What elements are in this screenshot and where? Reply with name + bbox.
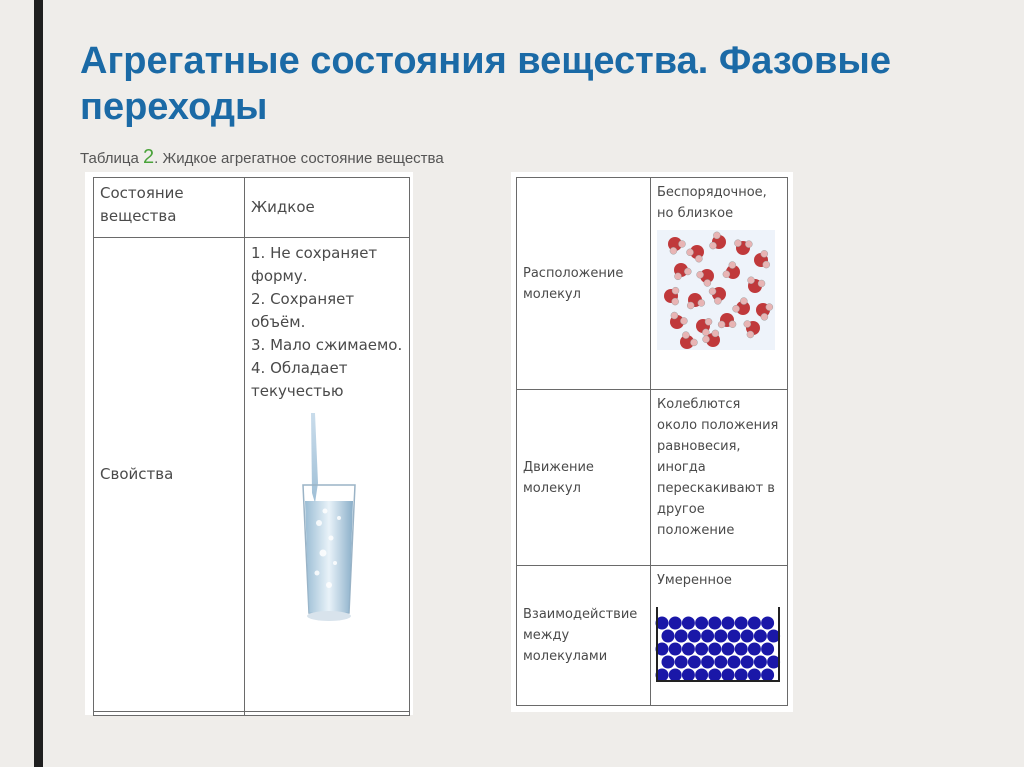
liquid-state-table: [85, 172, 413, 715]
arrangement-label: Расположение молекул: [523, 265, 624, 302]
motion-value: Колеблются около положения равновесия, иногда перескакивают в другое положение: [657, 397, 779, 538]
liquid-particle: [688, 630, 701, 643]
slide-accent-bar: [34, 0, 43, 767]
header-cell-liquid: [245, 178, 410, 238]
slide-title: Агрегатные состояния вещества. Фазовые переходы: [80, 40, 891, 128]
liquid-particle: [741, 656, 754, 669]
liquid-particle: [708, 617, 721, 630]
particles-container-image: [655, 597, 781, 683]
caption-suffix: . Жидкое агрегатное состояние вещества: [154, 150, 444, 167]
header-cell-state: [94, 178, 245, 238]
caption-number: 2: [142, 146, 155, 168]
liquid-particle: [701, 656, 714, 669]
liquid-particle: [695, 643, 708, 656]
water-molecules-image: [657, 230, 775, 350]
water-glass-image: [285, 413, 375, 653]
liquid-particle: [748, 643, 761, 656]
header-state-label: Состояние вещества: [100, 184, 184, 225]
properties-label-cell: [94, 238, 245, 712]
liquid-particle: [761, 669, 774, 682]
liquid-particle: [714, 656, 727, 669]
properties-label: Свойства: [100, 465, 174, 483]
liquid-particles: [656, 617, 781, 682]
table-caption: [80, 146, 444, 169]
liquid-particle: [675, 656, 688, 669]
liquid-particle: [748, 669, 761, 682]
properties-value-cell: [245, 238, 410, 712]
liquid-particle: [695, 617, 708, 630]
liquid-particle: [735, 617, 748, 630]
liquid-particle: [754, 656, 767, 669]
liquid-particle: [754, 630, 767, 643]
liquid-particle: [722, 617, 735, 630]
liquid-particle: [748, 617, 761, 630]
liquid-particle: [761, 617, 774, 630]
liquid-particle: [735, 669, 748, 682]
liquid-particle: [675, 630, 688, 643]
property-item: 2. Сохраняет объём.: [251, 290, 355, 331]
properties-list: [245, 238, 409, 407]
interaction-value: Умеренное: [657, 573, 732, 588]
interaction-label-cell: [517, 566, 651, 706]
liquid-particle: [688, 656, 701, 669]
water-stream: [311, 413, 318, 503]
motion-label: Движение молекул: [523, 459, 594, 496]
liquid-particle: [662, 656, 675, 669]
liquid-particle: [728, 630, 741, 643]
liquid-particle: [682, 643, 695, 656]
liquid-particle: [682, 617, 695, 630]
liquid-particle: [728, 656, 741, 669]
liquid-particle: [662, 630, 675, 643]
arrangement-value: Беспорядочное, но близкое: [657, 185, 767, 221]
liquid-particle: [714, 630, 727, 643]
liquid-particle: [695, 669, 708, 682]
liquid-particle: [682, 669, 695, 682]
motion-value-cell: [651, 390, 788, 566]
interaction-value-cell: [651, 566, 788, 706]
liquid-particle: [708, 669, 721, 682]
liquid-particle: [669, 617, 682, 630]
motion-label-cell: [517, 390, 651, 566]
arrangement-label-cell: [517, 178, 651, 390]
property-item: 1. Не сохраняет форму.: [251, 244, 378, 285]
liquid-particle: [741, 630, 754, 643]
property-item: 3. Мало сжимаемо.: [251, 336, 403, 354]
glass-reflection: [307, 611, 351, 621]
property-item: 4. Обладает текучестью: [251, 359, 348, 400]
liquid-particle: [669, 669, 682, 682]
liquid-particle: [701, 630, 714, 643]
header-liquid-label: Жидкое: [251, 198, 315, 216]
molecules-table: [511, 172, 793, 712]
arrangement-value-cell: [651, 178, 788, 390]
interaction-label: Взаимодействие между молекулами: [523, 607, 638, 664]
table-bottom-cell: [245, 712, 410, 716]
liquid-particle: [761, 643, 774, 656]
caption-prefix: Таблица: [80, 150, 143, 167]
liquid-particle: [708, 643, 721, 656]
liquid-particle: [669, 643, 682, 656]
liquid-particle: [735, 643, 748, 656]
liquid-particle: [722, 669, 735, 682]
liquid-particle: [722, 643, 735, 656]
glass-water: [305, 501, 353, 613]
table-bottom-cell: [94, 712, 245, 716]
